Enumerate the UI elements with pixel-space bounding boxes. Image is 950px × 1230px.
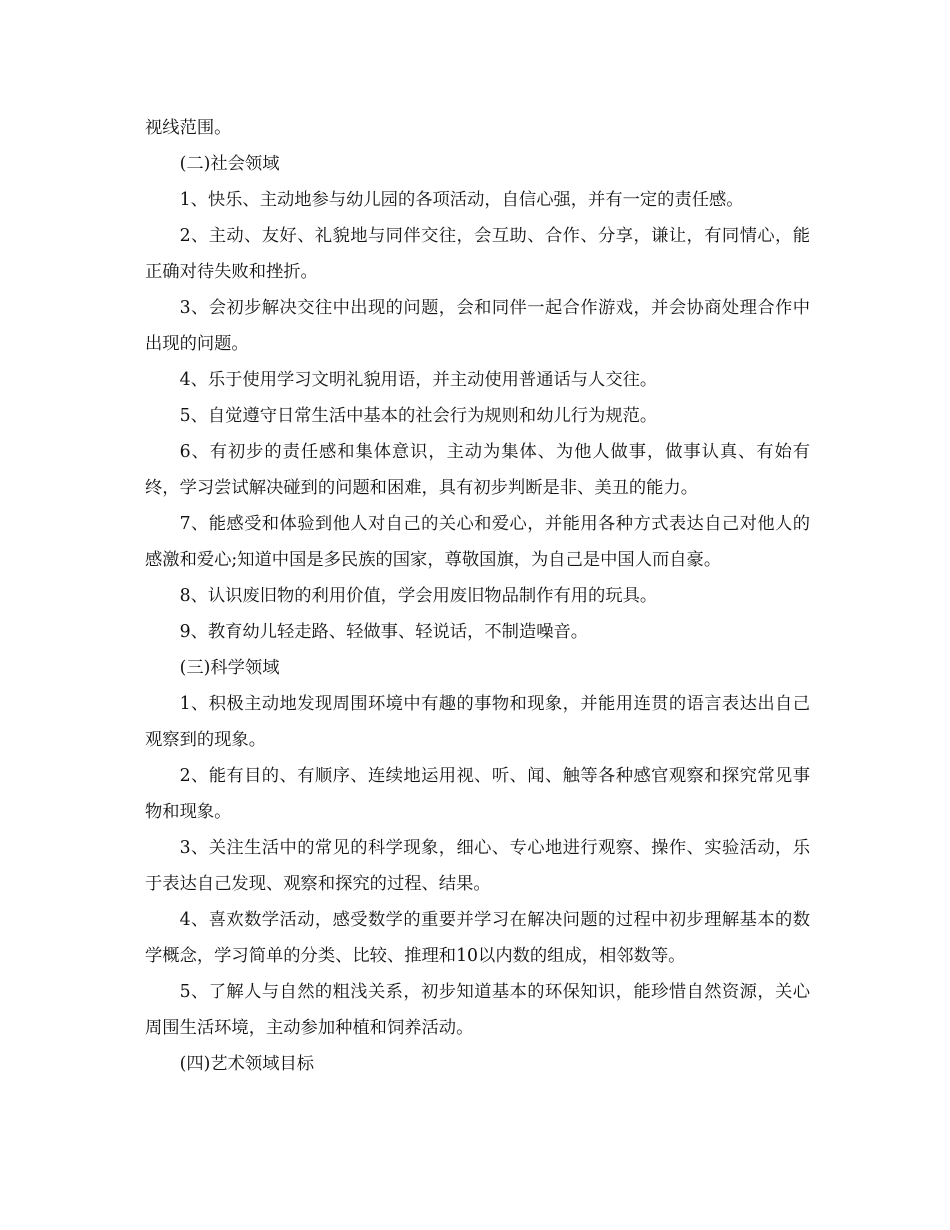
paragraph: 9、教育幼儿轻走路、轻做事、轻说话，不制造噪音。 (179, 622, 589, 642)
paragraph: 5、自觉遵守日常生活中基本的社会行为规则和幼儿行为规范。 (179, 406, 658, 426)
paragraph: (四)艺术领域目标 (179, 1054, 315, 1074)
paragraph: 8、认识废旧物的利用价值，学会用废旧物品制作有用的玩具。 (179, 586, 658, 606)
paragraph: 7、能感受和体验到他人对自己的关心和爱心，并能用各种方式表达自己对他人的感激和爱心;知道中国是多民族的国家，尊敬国旗，为自己是中国人而自豪。 (145, 514, 810, 570)
paragraph: (二)社会领域 (179, 154, 280, 174)
paragraph: 4、乐于使用学习文明礼貌用语，并主动使用普通话与人交往。 (179, 370, 658, 390)
paragraph: 1、快乐、主动地参与幼儿园的各项活动，自信心强，并有一定的责任感。 (179, 190, 744, 210)
paragraph: 3、关注生活中的常见的科学现象，细心、专心地进行观察、操作、实验活动，乐于表达自己发现、观察和探究的过程、结果。 (145, 838, 810, 894)
paragraph: 2、主动、友好、礼貌地与同伴交往，会互助、合作、分享，谦让，有同情心，能正确对待失败和挫折。 (145, 226, 810, 282)
paragraph: 4、喜欢数学活动，感受数学的重要并学习在解决问题的过程中初步理解基本的数学概念，学习简单的分类、比较、推理和10以内数的组成，相邻数等。 (145, 910, 810, 966)
paragraph: (三)科学领域 (179, 658, 280, 678)
paragraph: 2、能有目的、有顺序、连续地运用视、听、闻、触等各种感官观察和探究常见事物和现象。 (145, 766, 810, 822)
paragraph: 1、积极主动地发现周围环境中有趣的事物和现象，并能用连贯的语言表达出自己观察到的现象。 (145, 694, 810, 750)
paragraph: 3、会初步解决交往中出现的问题，会和同伴一起合作游戏，并会协商处理合作中出现的问题。 (145, 298, 810, 354)
document-body (145, 110, 810, 1082)
paragraph: 5、了解人与自然的粗浅关系，初步知道基本的环保知识，能珍惜自然资源，关心周围生活环境，主动参加种植和饲养活动。 (145, 982, 810, 1038)
paragraph: 6、有初步的责任感和集体意识，主动为集体、为他人做事，做事认真、有始有终，学习尝试解决碰到的问题和困难，具有初步判断是非、美丑的能力。 (145, 442, 810, 498)
paragraph: 视线范围。 (145, 118, 232, 138)
